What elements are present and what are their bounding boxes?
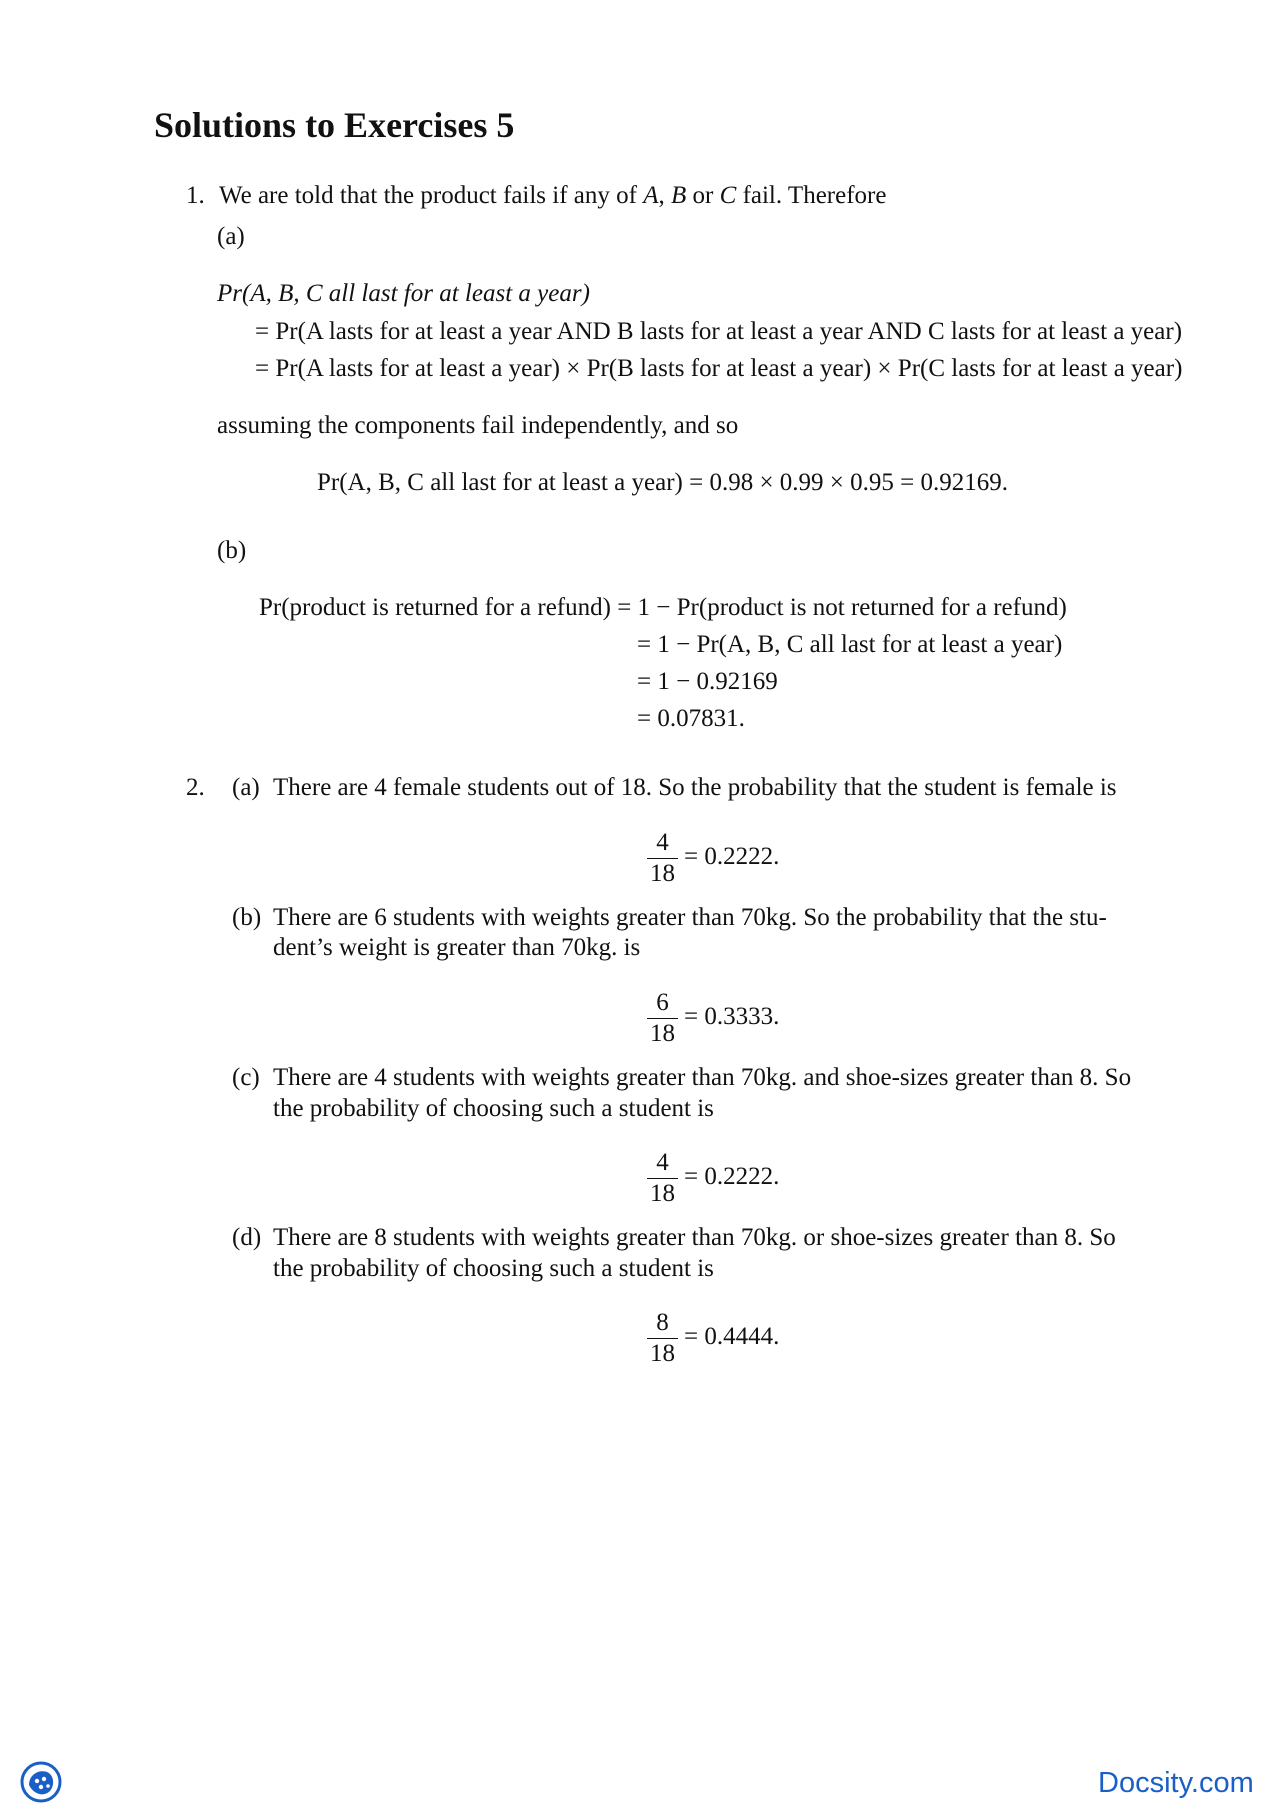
q2-part-d-label: (d) <box>232 1224 262 1251</box>
docsity-logo-icon[interactable] <box>20 1761 62 1803</box>
q1-eq3-line1: Pr(product is returned for a refund) = 1 − Pr(product is not returned for a refund) <box>259 594 1067 621</box>
fraction <box>647 988 678 1049</box>
numerator: 4 <box>647 1148 678 1179</box>
denominator: 18 <box>650 1020 675 1047</box>
denominator: 18 <box>650 860 675 887</box>
page-title: Solutions to Exercises 5 <box>154 105 515 145</box>
q1-number: 1. <box>186 182 205 209</box>
result: = 0.2222. <box>684 843 780 871</box>
q1-intro-text: We are told that the product fails if any of <box>219 182 644 209</box>
var-a: A <box>643 182 659 209</box>
q1-part-b-label: (b) <box>217 537 247 564</box>
result: = 0.3333. <box>684 1003 780 1031</box>
q2-part-d-line2: the probability of choosing such a student is <box>273 1255 714 1282</box>
q1-assuming: assuming the components fail independently, and so <box>217 412 739 439</box>
q2-part-d-equation <box>647 1308 779 1369</box>
q2-part-c-label: (c) <box>232 1064 260 1091</box>
q2-part-d-line1: There are 8 students with weights greater than 70kg. or shoe-sizes greater than 8. So <box>273 1224 1116 1251</box>
numerator: 4 <box>647 828 678 859</box>
denominator: 18 <box>650 1180 675 1207</box>
or-text: or <box>686 182 720 209</box>
sep: , <box>658 182 672 209</box>
fraction <box>647 1148 678 1209</box>
var-c: C <box>719 182 737 209</box>
intro-end: fail. Therefore <box>736 182 887 209</box>
q2-part-a-label: (a) <box>232 774 260 801</box>
denominator: 18 <box>650 1340 675 1367</box>
q2-part-a-text: There are 4 female students out of 18. So the probability that the student is female is <box>273 774 1117 801</box>
numerator: 6 <box>647 988 678 1019</box>
q1-eq1-line1: Pr(A, B, C all last for at least a year) <box>217 280 590 307</box>
q2-part-c-line1: There are 4 students with weights greater than 70kg. and shoe-sizes greater than 8. So <box>273 1064 1132 1091</box>
q2-part-b-label: (b) <box>232 904 262 931</box>
q1-eq3-line2: = 1 − Pr(A, B, C all last for at least a year) <box>637 631 1063 658</box>
q2-part-c-line2: the probability of choosing such a student is <box>273 1095 714 1122</box>
q2-part-b-line1: There are 6 students with weights greater than 70kg. So the probability that the stu- <box>273 904 1107 931</box>
q1-part-a-label: (a) <box>217 223 245 250</box>
result: = 0.2222. <box>684 1163 780 1191</box>
q1-eq3-line3: = 1 − 0.92169 <box>637 668 778 695</box>
q2-part-b-line2: dent’s weight is greater than 70kg. is <box>273 934 641 961</box>
q1-eq3-line4: = 0.07831. <box>637 705 745 732</box>
q1-eq1-line2: = Pr(A lasts for at least a year AND B lasts for at least a year AND C lasts for at least a year) <box>255 318 1183 345</box>
fraction <box>647 828 678 889</box>
q1-eq1-line3: = Pr(A lasts for at least a year) × Pr(B lasts for at least a year) × Pr(C lasts for at least a year) <box>255 355 1183 382</box>
var-b: B <box>671 182 687 209</box>
result: = 0.4444. <box>684 1323 780 1351</box>
fraction <box>647 1308 678 1369</box>
q2-part-a-equation <box>647 828 779 889</box>
docsity-brand-link[interactable]: Docsity.com <box>1098 1767 1254 1799</box>
q2-part-c-equation <box>647 1148 779 1209</box>
q1-intro <box>186 181 886 211</box>
q1-eq2: Pr(A, B, C all last for at least a year) = 0.98 × 0.99 × 0.95 = 0.92169. <box>317 469 1009 496</box>
numerator: 8 <box>647 1308 678 1339</box>
q2-part-b-equation <box>647 988 779 1049</box>
q2-number: 2. <box>186 774 205 801</box>
